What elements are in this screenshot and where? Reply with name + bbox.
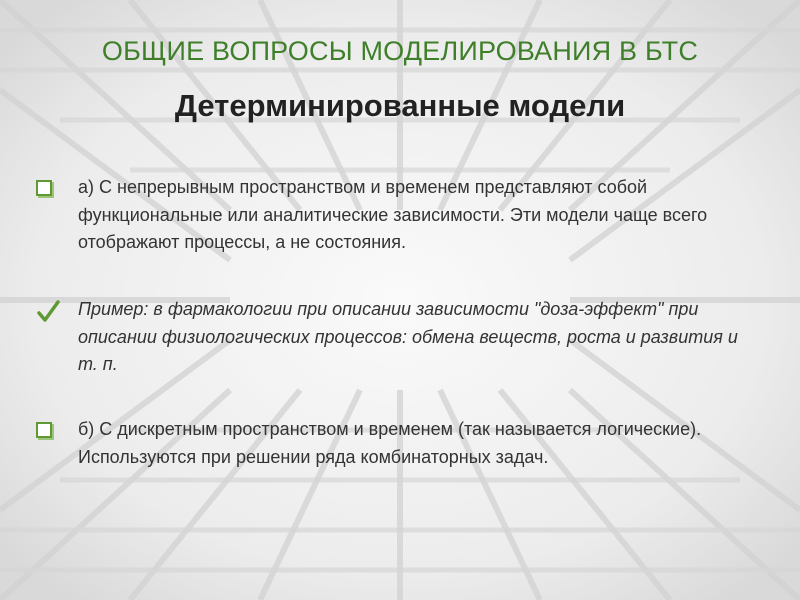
slide-title: ОБЩИЕ ВОПРОСЫ МОДЕЛИРОВАНИЯ В БТС <box>101 36 699 66</box>
checkmark-icon <box>36 300 60 324</box>
list-item <box>36 174 756 257</box>
slide-subtitle: Детерминированные модели <box>174 88 626 123</box>
list-item <box>36 416 756 471</box>
checkbox-icon <box>36 180 52 196</box>
list-item-text: а) С непрерывным пространством и временем представляют собой функциональные или аналитические зависимости. Эти модели чаще всего отображают процессы, а не состояния. <box>78 177 708 252</box>
checkbox-icon <box>36 422 52 438</box>
list-item-text: б) С дискретным пространством и временем (так называется логические). Используются при решении ряда комбинаторных задач. <box>78 419 702 467</box>
list-item-text: Пример: в фармакологии при описании зависимости "доза-эффект" при описании физиологических процессов: обмена веществ, роста и развития и т. п. <box>78 299 738 374</box>
list-item <box>36 296 756 379</box>
